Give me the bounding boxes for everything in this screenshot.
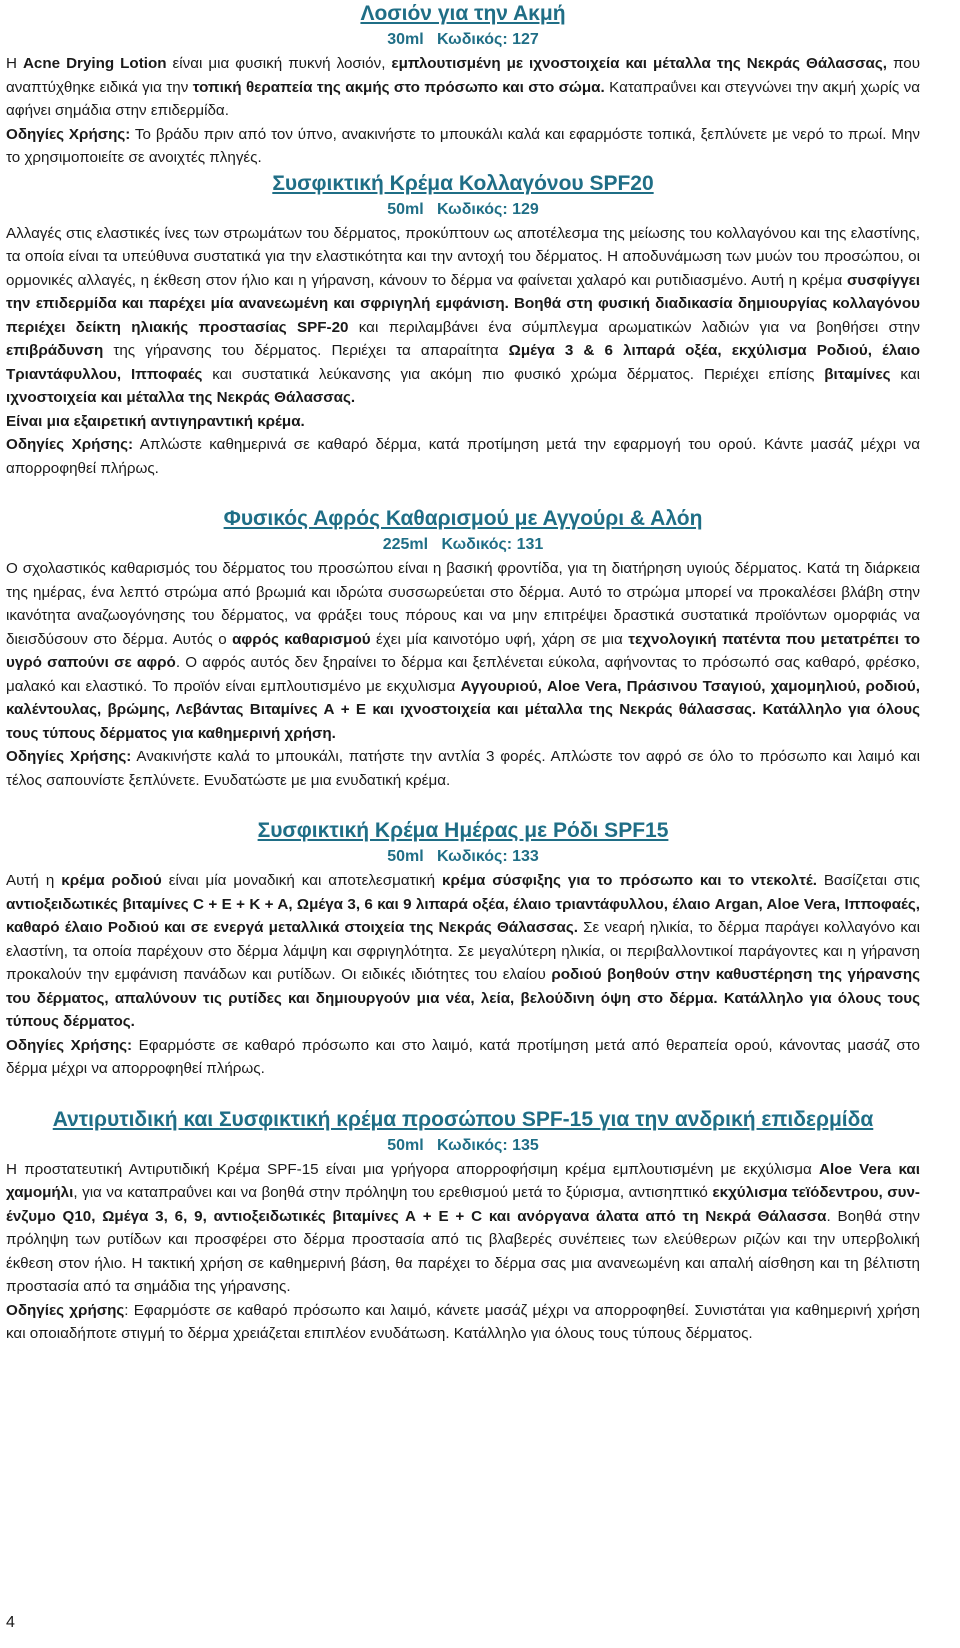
product-paragraph [6, 52, 920, 123]
body-text: Σε νεαρή ηλικία, το δέρμα παράγει κολλαγόνο και ελαστίνη, τα οποία παρέχουν στο δέρμα λάμψη και σφριγηλότητα. Σε μεγαλύτερη ηλικία, οι περιβαλλοντικοί παράγοντες και η γήρανση προκαλούν την εμφάνιση πανάδων και ρυτίδων. Οι ειδικές ιδιότητες του ελαίου [6, 919, 920, 983]
product-paragraph [6, 222, 920, 410]
body-text: Ανακινήστε καλά το μπουκάλι, πατήστε την αντλία 3 φορές. Απλώστε τον αφρό σε όλο το πρόσωπο και λαιμό και τέλος σαπουνίστε ξεπλύνετε. Ενυδατώστε με μια ενυδατική κρέμα. [6, 748, 921, 789]
product-volume-code [6, 28, 920, 52]
body-text: Το βράδυ πριν από τον ύπνο, ανακινήστε το μπουκάλι καλά και εφαρμόστε τοπικά, ξεπλύνετε με νερό το πρωί. Μην το χρησιμοποιείτε σε ανοιχτές πληγές. [6, 125, 921, 166]
bold-text: αφρός καθαρισμού [232, 630, 371, 648]
body-text: , για να καταπραΰνει και να βοηθά στην πρόληψη του ερεθισμού μετά το ξύρισμα, αντισηπτικό [73, 1184, 713, 1201]
product-volume-code [6, 845, 920, 869]
section-spacer [6, 1081, 920, 1106]
product-code: 127 [512, 31, 539, 48]
body-text: Η [6, 55, 23, 72]
bold-text: τεχνολογική πατέντα που μετατρέπει το υγρό σαπούνι σε αφρό [6, 630, 920, 671]
bold-text: Αγγουριού, Aloe Vera, Πράσινου Τσαγιού, χαμομηλιού, ροδιού, καλέντουλας, βρώμης, Λεβάντας Βιταμίνες Α + Ε και ιχνοστοιχεία και μέταλλα της Νεκράς θάλασσας. Κατάλληλο για όλους τους τύπους δέρματος για καθημερινή χρήση. [6, 677, 920, 742]
bold-text: βιταμίνες [824, 365, 891, 383]
bold-text: επιβράδυνση [6, 342, 104, 359]
section-spacer [6, 792, 920, 817]
bold-text: Οδηγίες Χρήσης: [6, 1036, 133, 1054]
bold-text: συσφίγγει την επιδερμίδα και παρέχει μία ανανεωμένη και σφριγηλή εμφάνιση. [6, 271, 920, 312]
bold-text: Οδηγίες Χρήσης: [6, 748, 132, 765]
bold-text: Οδηγίες χρήσης [6, 1301, 125, 1319]
bold-text: Βοηθά στη φυσική διαδικασία δημιουργίας κολλαγόνου περιέχει δείκτη ηλιακής προστασίας SPF-20 [6, 295, 920, 336]
body-text: Βασίζεται στις [816, 872, 920, 889]
product-volume: 225ml [382, 536, 429, 553]
bold-text: εμπλουτισμένη με ιχνοστοιχεία και μέταλλα της Νεκράς Θάλασσας, [391, 55, 888, 72]
body-text: έχει μία καινοτόμο υφή, χάρη σε μια [370, 630, 629, 648]
product-title: Συσφικτική Κρέμα Ημέρας με Ρόδι SPF15 [257, 819, 669, 842]
body-text: είναι μία μοναδική και αποτελεσματική [161, 872, 442, 889]
bold-text: Οδηγίες Χρήσης: [6, 436, 134, 453]
bold-text: Aloe Vera και χαμομήλι [6, 1160, 920, 1201]
product-paragraph [6, 410, 920, 434]
product-code-label: Κωδικός: [423, 31, 513, 48]
bold-text: Οδηγίες Χρήσης: [6, 125, 131, 143]
product-paragraph [6, 433, 920, 480]
product-volume: 50ml [387, 848, 424, 865]
bold-text: Ωμέγα 3 & 6 λιπαρά οξέα, εκχύλισμα Ροδιού, έλαιο Τριαντάφυλλου, Ιπποφαές [6, 342, 920, 383]
product-section [6, 0, 920, 170]
bold-text: ιχνοστοιχεία και μέταλλα της Νεκράς Θάλασσας. [6, 389, 356, 406]
body-text: Καταπραΰνει και στεγνώνει την ακμή χωρίς να αφήνει σημάδια στην επιδερμίδα. [6, 78, 921, 119]
product-paragraph [6, 869, 920, 1034]
product-code-label: Κωδικός: [423, 848, 513, 865]
bold-text: κρέμα σύσφιξης για το πρόσωπο και το ντεκολτέ. [441, 872, 817, 889]
product-section [6, 480, 920, 792]
body-text: και συστατικά λεύκανσης για ακόμη πιο φυσικό χρώμα δέρματος. Περιέχει επίσης [202, 365, 825, 383]
product-code-label: Κωδικός: [423, 200, 513, 218]
product-code: 131 [516, 536, 544, 553]
product-volume: 50ml [387, 1136, 424, 1154]
product-section [6, 1081, 920, 1346]
product-list [6, 0, 920, 1346]
product-title: Λοσιόν για την Ακμή [360, 2, 566, 25]
body-text: που αναπτύχθηκε ειδικά για την [6, 55, 921, 96]
product-paragraph [6, 1299, 920, 1346]
product-code: 129 [512, 200, 539, 218]
product-volume: 30ml [387, 31, 424, 48]
body-text: Η προστατευτική Αντιρυτιδική Κρέμα SPF-15 είναι μια γρήγορα απορροφήσιμη κρέμα εμπλουτισμένη με εκχύλισμα [6, 1160, 820, 1178]
product-title: Φυσικός Αφρός Καθαρισμού με Αγγούρι & Αλόη [223, 507, 703, 530]
product-title: Συσφικτική Κρέμα Κολλαγόνου SPF20 [272, 171, 654, 195]
body-text: και περιλαμβάνει ένα σύμπλεγμα αρωματικών λαδιών για να βοηθήσει στην [348, 318, 920, 336]
product-section [6, 170, 920, 481]
body-text: Αυτή η [6, 872, 62, 889]
product-paragraph [6, 557, 920, 745]
product-volume: 50ml [387, 200, 424, 218]
bold-text: εκχύλισμα τεϊόδεντρου, συν-ένζυμο Q10, Ωμέγα 3, 6, 9, αντιοξειδωτικές βιταμίνες Α + Ε + C και ανόργανα άλατα από τη Νεκρά Θάλασσα [6, 1184, 920, 1225]
bold-text: τοπική θεραπεία της ακμής στο πρόσωπο και στο σώμα. [192, 78, 605, 96]
product-paragraph [6, 1158, 920, 1299]
body-text: . Βοηθά στην πρόληψη των ρυτίδων και προσφέρει στο δέρμα προστασία από τις βλαβερές συνέπειες των ελεύθερων ριζών και την υπερβολική έκθεση στον ήλιο. Η τακτική χρήση σε καθημερινή βάση, θα παρέχει το δέρμα σας μια ανανεωμένη και απαλή αίσθηση και τη βέλτιστη προστασία από τα σημάδια της γήρανσης. [6, 1207, 920, 1295]
product-code-label: Κωδικός: [428, 536, 517, 553]
page-number: 4 [6, 1614, 15, 1631]
body-text: και [890, 365, 920, 383]
section-spacer [6, 480, 920, 505]
body-text: Ο σχολαστικός καθαρισμός του δέρματος του προσώπου είναι η βασική φροντίδα, για τη διατήρηση υγιούς δέρματος. Κατά τη διάρκεια της ημέρας, ένα λεπτό στρώμα από βρωμιά και ιδρώτα συσσωρεύεται στο δέρμα. Αυτό το στρώμα μπορεί να προκαλέσει βλάβη στην ικανότητα αναζωογόνησης του δέρματος, να φράξει τους πόρους και να μην επιτρέψει δραστικά συστατικά προϊόντων ομορφιάς να διεισδύσουν στο δέρμα. Αυτός ο [6, 560, 920, 648]
product-code: 135 [512, 1136, 539, 1154]
body-text: είναι μια φυσική πυκνή λοσιόν, [166, 55, 392, 72]
product-volume-code [6, 198, 920, 222]
product-volume-code [6, 1134, 920, 1158]
product-section [6, 792, 920, 1081]
body-text: : Εφαρμόστε σε καθαρό πρόσωπο και λαιμό, κάνετε μασάζ μέχρι να απορροφηθεί. Συνιστάται για καθημερινή χρήση και οποιαδήποτε στιγμή το δέρμα χρειάζεται επιπλέον ενυδάτωση. Κατάλληλο για όλους τους τύπους δέρματος. [6, 1301, 920, 1342]
body-text: . Ο αφρός αυτός δεν ξηραίνει το δέρμα και ξεπλένεται εύκολα, αφήνοντας το πρόσωπό σας καθαρό, φρέσκο, μαλακό και ελαστικό. Το προϊόν είναι εμπλουτισμένο με εκχυλισμα [6, 654, 920, 695]
product-paragraph [6, 123, 920, 170]
bold-text: Acne Drying Lotion [22, 55, 167, 72]
bold-text: κρέμα ροδιού [61, 872, 162, 889]
product-code-label: Κωδικός: [423, 1136, 513, 1154]
product-code: 133 [512, 848, 539, 865]
body-text: Απλώστε καθημερινά σε καθαρό δέρμα, κατά προτίμηση μετά την εφαρμογή του ορού. Κάντε μασάζ μέχρι να απορροφηθεί πλήρως. [6, 436, 920, 477]
body-text: Αλλαγές στις ελαστικές ίνες των στρωμάτων του δέρματος, προκύπτουν ως αποτέλεσμα της μείωσης του κολλαγόνου και της ελαστίνης, τα οποία είναι τα υπεύθυνα συστατικά για την ελαστικότητα και την αντοχή του δέρματος. Η αποδυνάμωση των μυών του προσώπου, οι ορμονικές αλλαγές, η έκθεση στον ήλιο και η γήρανση, κάνουν το δέρμα να φαίνεται χαλαρό και ρυτιδιασμένο. Αυτή η κρέμα [6, 224, 920, 289]
product-paragraph [6, 1034, 920, 1081]
product-paragraph [6, 745, 920, 792]
body-text: της γήρανσης του δέρματος. Περιέχει τα απαραίτητα [103, 342, 509, 359]
body-text: Εφαρμόστε σε καθαρό πρόσωπο και στο λαιμό, κατά προτίμηση μετά από θεραπεία ορού, κάνοντας μασάζ στο δέρμα μέχρι να απορροφηθεί πλήρως. [6, 1036, 920, 1077]
product-title: Αντιρυτιδική και Συσφικτική κρέμα προσώπου SPF-15 για την ανδρική επιδερμίδα [52, 1107, 874, 1131]
bold-text: Είναι μια εξαιρετική αντιγηραντική κρέμα. [6, 412, 305, 430]
bold-text: αντιοξειδωτικές βιταμίνες C + E + K + A, Ωμέγα 3, 6 και 9 λιπαρά οξέα, έλαιο τριαντάφυλλου, έλαιο Argan, Aloe Vera, Ιπποφαές, καθαρό έλαιο Ροδιού και σε ενεργά μεταλλικά στοιχεία της Νεκράς Θάλασσας. [6, 895, 920, 936]
product-volume-code [6, 533, 920, 557]
bold-text: ροδιού βοηθούν στην καθυστέρηση της γήρανσης του δέρματος, απαλύνουν τις ρυτίδες και δημιουργούν μια νέα, λεία, βελούδινη όψη στο δέρμα. Κατάλληλο για όλους τους τύπους δέρματος. [6, 966, 921, 1030]
